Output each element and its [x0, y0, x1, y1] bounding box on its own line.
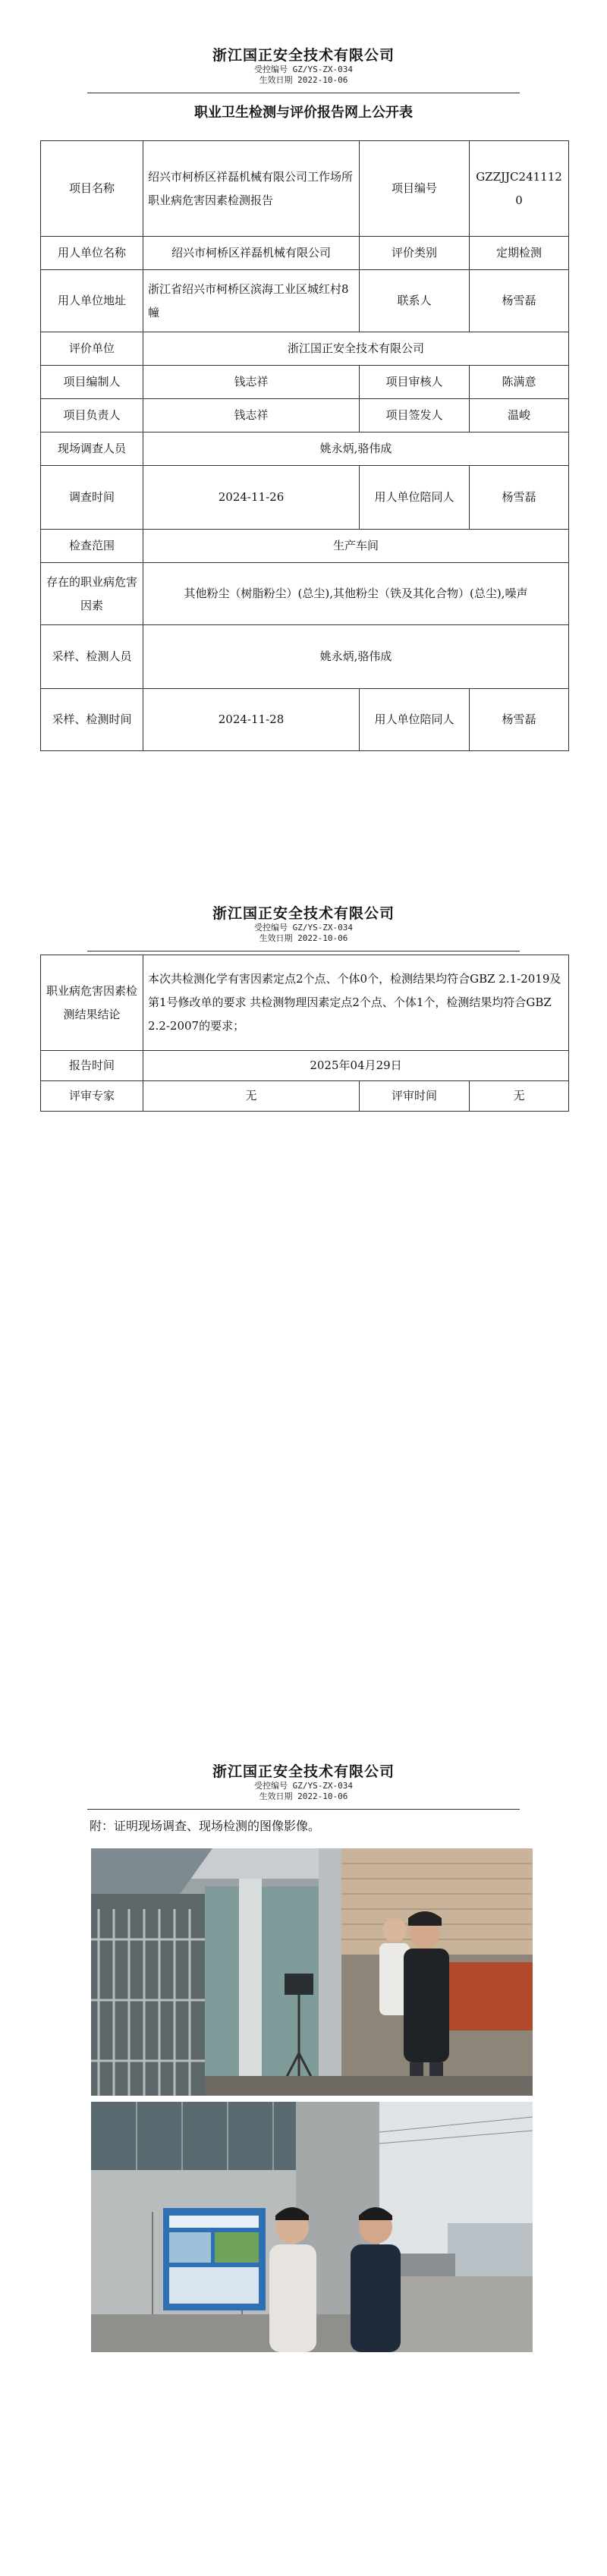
hazards-label: 存在的职业病危害因素: [41, 563, 143, 625]
address-label: 用人单位地址: [41, 270, 143, 332]
samplers-label: 采样、检测人员: [41, 625, 143, 689]
conclusion-label: 职业病危害因素检测结果结论: [41, 955, 143, 1051]
lead: 钱志祥: [143, 399, 360, 432]
page2-header: [0, 902, 607, 944]
report-info-table: [40, 140, 569, 751]
conclusion-table: [40, 955, 569, 1112]
table-row: [41, 332, 569, 366]
conclusion: 本次共检测化学有害因素定点2个点、个体0个，检测结果均符合GBZ 2.1-2019及第1号修改单的要求 共检测物理因素定点2个点、个体1个，检测结果均符合GBZ 2.2-2007的要求；: [143, 955, 569, 1051]
table-row: [41, 432, 569, 466]
contact: 杨雪磊: [470, 270, 569, 332]
effective-date: 生效日期 2022-10-06: [259, 1791, 348, 1801]
page-title: 职业卫生检测与评价报告网上公开表: [194, 105, 413, 121]
hazards: 其他粉尘（树脂粉尘）(总尘),其他粉尘（铁及其化合物）(总尘),噪声: [143, 563, 569, 625]
report-time-label: 报告时间: [41, 1051, 143, 1081]
eval-unit-label: 评价单位: [41, 332, 143, 366]
table-row: [41, 366, 569, 399]
escort2-label: 用人单位陪同人: [360, 689, 470, 751]
compiler: 钱志祥: [143, 366, 360, 399]
project-name-label: 项目名称: [41, 141, 143, 237]
eval-type: 定期检测: [470, 237, 569, 270]
table-row: [41, 466, 569, 530]
table-row: [41, 237, 569, 270]
eval-unit: 浙江国正安全技术有限公司: [143, 332, 569, 366]
issuer-label: 项目签发人: [360, 399, 470, 432]
site-detection-photo: [91, 1848, 533, 2096]
effective-date: 生效日期 2022-10-06: [259, 933, 348, 943]
company-name: 浙江国正安全技术有限公司: [212, 905, 395, 922]
project-no-label: 项目编号: [360, 141, 470, 237]
table-row: [41, 530, 569, 563]
table-row: [41, 399, 569, 432]
employer: 绍兴市柯桥区祥磊机械有限公司: [143, 237, 360, 270]
escort2: 杨雪磊: [470, 689, 569, 751]
table-row: [41, 625, 569, 689]
header-rule: [87, 1809, 520, 1810]
table-row: [41, 270, 569, 332]
escort: 杨雪磊: [470, 466, 569, 530]
eval-type-label: 评价类别: [360, 237, 470, 270]
reviewer-label: 项目审核人: [360, 366, 470, 399]
table-row: [41, 1081, 569, 1112]
site-investigation-photo: [91, 2102, 533, 2352]
experts: 无: [143, 1081, 360, 1112]
control-number: 受控编号 GZ/YS-ZX-034: [253, 923, 354, 933]
page1-header: [0, 44, 607, 86]
table-row: [41, 689, 569, 751]
review-time: 无: [470, 1081, 569, 1112]
survey-time-label: 调查时间: [41, 466, 143, 530]
effective-date: 生效日期 2022-10-06: [259, 75, 348, 85]
employer-label: 用人单位名称: [41, 237, 143, 270]
experts-label: 评审专家: [41, 1081, 143, 1112]
page3-header: [0, 1760, 607, 1802]
scope: 生产车间: [143, 530, 569, 563]
company-name: 浙江国正安全技术有限公司: [212, 47, 395, 64]
survey-time: 2024-11-26: [143, 466, 360, 530]
project-name: 绍兴市柯桥区祥磊机械有限公司工作场所职业病危害因素检测报告: [143, 141, 360, 237]
table-row: [41, 1051, 569, 1081]
lead-label: 项目负责人: [41, 399, 143, 432]
company-name: 浙江国正安全技术有限公司: [212, 1763, 395, 1780]
sampling-time: 2024-11-28: [143, 689, 360, 751]
table-row: [41, 563, 569, 625]
control-number: 受控编号 GZ/YS-ZX-034: [253, 1781, 354, 1791]
table-row: [41, 955, 569, 1051]
report-time: 2025年04月29日: [143, 1051, 569, 1081]
investigators-label: 现场调查人员: [41, 432, 143, 466]
review-time-label: 评审时间: [360, 1081, 470, 1112]
contact-label: 联系人: [360, 270, 470, 332]
compiler-label: 项目编制人: [41, 366, 143, 399]
address: 浙江省绍兴市柯桥区滨海工业区城红村8幢: [143, 270, 360, 332]
table-row: [41, 141, 569, 237]
issuer: 温峻: [470, 399, 569, 432]
reviewer: 陈满意: [470, 366, 569, 399]
investigators: 姚永炳,骆伟成: [143, 432, 569, 466]
sampling-time-label: 采样、检测时间: [41, 689, 143, 751]
scope-label: 检查范围: [41, 530, 143, 563]
escort-label: 用人单位陪同人: [360, 466, 470, 530]
annex-caption: 附：证明现场调查、现场检测的图像影像。: [90, 1819, 321, 1833]
project-no: GZZJJC2411120: [470, 141, 569, 237]
control-number: 受控编号 GZ/YS-ZX-034: [253, 64, 354, 74]
samplers: 姚永炳,骆伟成: [143, 625, 569, 689]
